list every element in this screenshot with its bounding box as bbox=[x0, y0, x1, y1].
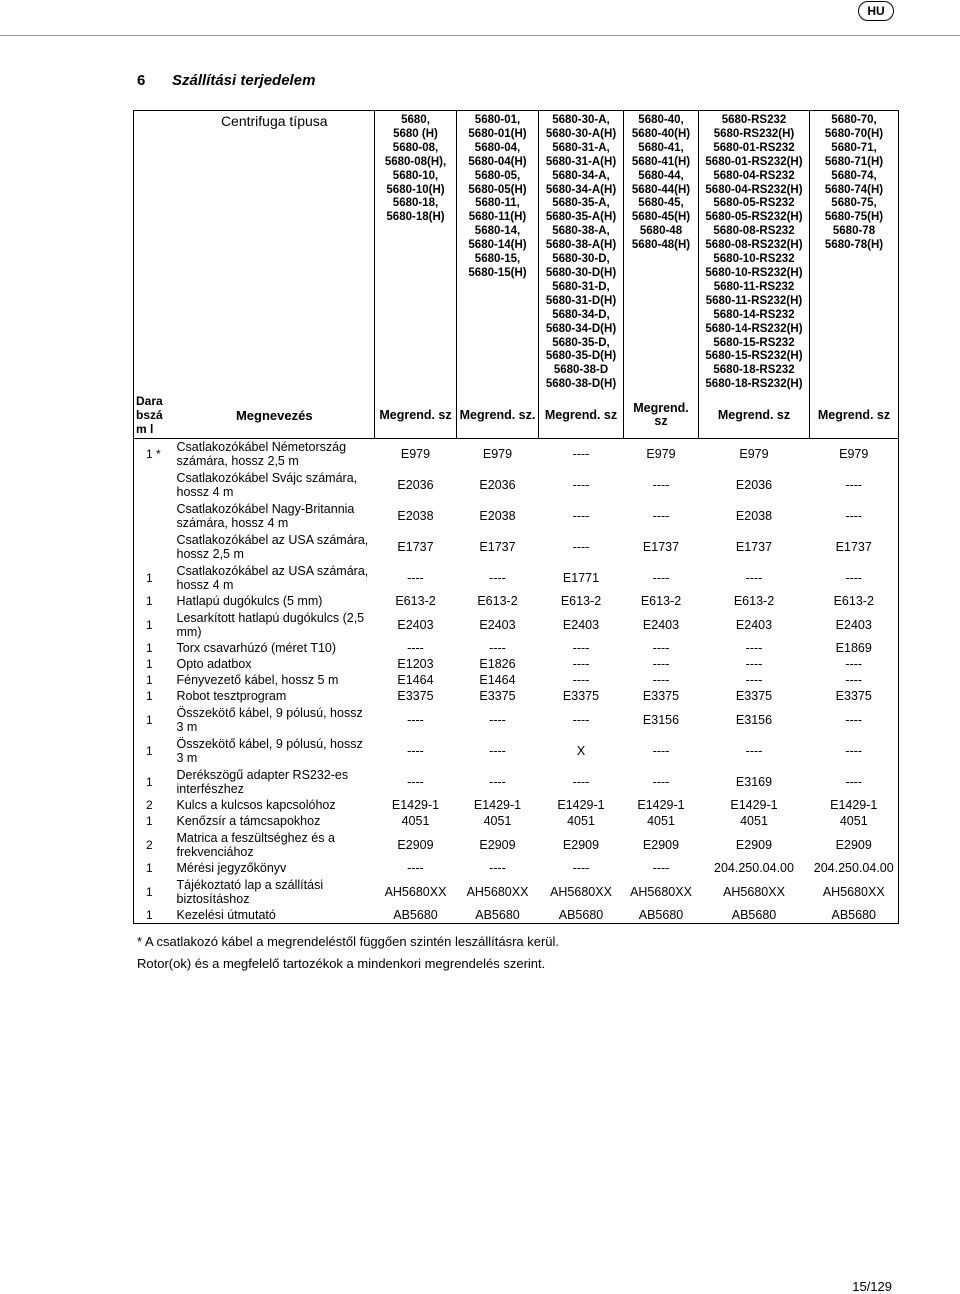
order-number-cell: 4051 bbox=[740, 814, 768, 828]
row-description: Összekötő kábel, 9 pólusú, hossz 3 m bbox=[176, 736, 363, 765]
model-designation: 5680-31-D(H) bbox=[545, 294, 617, 307]
order-number-cell: E3156 bbox=[642, 712, 680, 727]
row-quantity: 1 bbox=[134, 689, 175, 705]
model-designation: 5680-10-RS232(H) bbox=[705, 266, 803, 279]
row-quantity: 1 bbox=[134, 814, 175, 830]
order-number-cell: AB5680 bbox=[699, 908, 810, 924]
model-designation: 5680-01(H) bbox=[468, 127, 527, 140]
row-description: Csatlakozókábel az USA számára, hossz 2,5 m bbox=[176, 532, 369, 561]
model-designation: 5680-48(H) bbox=[631, 239, 691, 252]
model-designation: 5680-01-RS232(H) bbox=[705, 155, 803, 168]
order-number-cell: AH5680XX bbox=[550, 884, 612, 899]
model-designation: 5680-38-A, bbox=[552, 225, 610, 238]
model-designation: 5680-04-RS232(H) bbox=[705, 183, 803, 196]
model-designation: 5680-01-RS232 bbox=[713, 141, 795, 154]
order-number-cell: E2036 bbox=[479, 477, 516, 492]
table-row bbox=[134, 861, 899, 877]
model-designation: 5680-14, bbox=[474, 225, 521, 238]
order-number-cell: E1826 bbox=[479, 657, 516, 671]
model-designation: 5680-35-A, bbox=[552, 197, 610, 210]
row-quantity bbox=[134, 470, 175, 501]
model-designation: 5680-70(H) bbox=[824, 127, 884, 140]
quantity-header: Dara bszá m l bbox=[134, 393, 175, 439]
row-description: Kenőzsír a támcsapokhoz bbox=[176, 814, 321, 829]
order-number-cell: E3375 bbox=[735, 689, 773, 703]
model-list-col-5 bbox=[699, 111, 810, 393]
model-designation: 5680-18-RS232 bbox=[713, 364, 795, 377]
model-designation: 5680-31-A(H) bbox=[545, 155, 617, 168]
order-number-cell: AB5680 bbox=[810, 908, 899, 924]
row-description: Fényvezető kábel, hossz 5 m bbox=[176, 673, 339, 688]
order-number-cell: E2403 bbox=[562, 617, 600, 632]
table-row bbox=[134, 814, 899, 830]
row-quantity: 1 bbox=[134, 594, 175, 610]
model-list-col-1 bbox=[375, 111, 457, 393]
row-description: Opto adatbox bbox=[176, 657, 252, 672]
language-badge: HU bbox=[858, 1, 894, 21]
order-number-cell: E1429-1 bbox=[730, 798, 778, 812]
order-number-cell: ---- bbox=[572, 712, 590, 727]
table-row bbox=[134, 798, 899, 814]
footnote-cable: * A csatlakozó kábel a megrendeléstől függően szintén leszállításra kerül. bbox=[137, 934, 560, 949]
model-list-col-6 bbox=[810, 111, 899, 393]
model-designation: 5680-15-RS232 bbox=[713, 336, 795, 349]
order-number-cell: E2909 bbox=[810, 830, 899, 861]
row-description: Mérési jegyzőkönyv bbox=[176, 861, 287, 876]
order-number-cell: E2403 bbox=[735, 617, 773, 632]
model-designation: 5680-05(H) bbox=[468, 183, 527, 196]
model-list-col-4 bbox=[624, 111, 699, 393]
order-number-cell: ---- bbox=[810, 501, 899, 532]
table-row bbox=[134, 439, 899, 470]
order-number-cell: E979 bbox=[646, 446, 676, 461]
order-number-cell: 4051 bbox=[810, 814, 899, 830]
model-designation: 5680-11-RS232 bbox=[713, 280, 795, 293]
row-description: Robot tesztprogram bbox=[176, 689, 287, 704]
order-number-cell: ---- bbox=[407, 861, 424, 875]
row-description: Csatlakozókábel Nagy-Britannia számára, hossz 4 m bbox=[176, 501, 355, 530]
table-row bbox=[134, 594, 899, 610]
order-number-cell: E1429-1 bbox=[810, 798, 899, 814]
order-number-header: Megrend. sz bbox=[539, 393, 624, 439]
model-header-row bbox=[134, 111, 899, 393]
model-designation: 5680-11, bbox=[475, 197, 520, 210]
order-number-cell: 4051 bbox=[647, 814, 675, 828]
model-designation: 5680-45, bbox=[638, 197, 684, 210]
order-number-cell: E1737 bbox=[479, 539, 516, 554]
row-quantity: 1 * bbox=[134, 439, 175, 470]
header-rule bbox=[0, 35, 960, 36]
order-number-cell: E613-2 bbox=[640, 594, 682, 608]
order-number-cell: ---- bbox=[652, 508, 670, 523]
model-designation: 5680-04-RS232 bbox=[713, 169, 795, 182]
section-title: Szállítási terjedelem bbox=[172, 72, 316, 89]
order-number-cell: E2403 bbox=[810, 610, 899, 641]
order-number-cell: E1737 bbox=[642, 539, 680, 554]
order-number-cell: E979 bbox=[810, 439, 899, 470]
order-number-cell: E1869 bbox=[810, 641, 899, 657]
order-number-cell: ---- bbox=[407, 712, 424, 727]
order-number-cell: E1737 bbox=[735, 539, 773, 554]
order-number-cell: ---- bbox=[489, 570, 506, 585]
order-number-cell: ---- bbox=[652, 657, 670, 671]
order-number-cell: E3156 bbox=[735, 712, 773, 727]
blank-cell bbox=[134, 111, 175, 393]
order-number-cell: ---- bbox=[652, 673, 670, 687]
model-designation: 5680-11-RS232(H) bbox=[705, 294, 803, 307]
model-designation: 5680-34-A(H) bbox=[545, 183, 617, 196]
centrifuge-type-label: Centrifuga típusa bbox=[175, 111, 375, 393]
order-number-header: Megrend. sz bbox=[375, 393, 457, 439]
model-designation: 5680-10-RS232 bbox=[713, 253, 795, 266]
order-number-cell: E1429-1 bbox=[557, 798, 605, 812]
model-designation: 5680-08-RS232 bbox=[713, 225, 795, 238]
model-designation: 5680-34-A, bbox=[552, 169, 610, 182]
order-number-cell: AH5680XX bbox=[810, 877, 899, 908]
table-row bbox=[134, 673, 899, 689]
order-number-cell: ---- bbox=[572, 446, 590, 461]
order-number-cell: E979 bbox=[739, 446, 769, 461]
row-quantity bbox=[134, 532, 175, 563]
order-number-cell: E2909 bbox=[562, 837, 600, 852]
row-quantity: 1 bbox=[134, 767, 175, 798]
order-number-cell: E2909 bbox=[642, 837, 680, 852]
order-number-cell: ---- bbox=[652, 743, 670, 758]
model-designation: 5680, bbox=[401, 114, 430, 126]
table-row bbox=[134, 532, 899, 563]
order-number-cell: E2909 bbox=[397, 837, 434, 852]
row-description: Csatlakozókábel az USA számára, hossz 4 m bbox=[176, 563, 369, 592]
model-designation: 5680-18-RS232(H) bbox=[705, 378, 803, 391]
row-quantity: 2 bbox=[134, 798, 175, 814]
name-header: Megnevezés bbox=[175, 393, 375, 439]
order-number-cell: ---- bbox=[489, 774, 506, 789]
model-designation: 5680-75(H) bbox=[824, 211, 884, 224]
model-designation: 5680-31-D, bbox=[552, 280, 610, 293]
table-row bbox=[134, 830, 899, 861]
model-designation: 5680-04(H) bbox=[468, 155, 527, 168]
model-designation: 5680-30-A(H) bbox=[545, 127, 617, 140]
order-number-cell: E613-2 bbox=[733, 594, 775, 608]
model-designation: 5680-30-D(H) bbox=[545, 266, 617, 279]
row-quantity: 1 bbox=[134, 610, 175, 641]
order-number-cell: ---- bbox=[407, 774, 424, 789]
order-number-cell: E3375 bbox=[562, 689, 600, 703]
order-number-cell: AH5680XX bbox=[630, 884, 692, 899]
order-number-cell: ---- bbox=[572, 673, 590, 687]
order-number-cell: ---- bbox=[572, 657, 590, 671]
order-number-cell: AB5680 bbox=[457, 908, 539, 924]
model-designation: 5680-08, bbox=[392, 141, 439, 154]
table-row bbox=[134, 689, 899, 705]
model-designation: 5680-38-A(H) bbox=[545, 239, 617, 252]
model-designation: 5680-14(H) bbox=[468, 239, 527, 252]
row-quantity: 1 bbox=[134, 877, 175, 908]
row-description: Hatlapú dugókulcs (5 mm) bbox=[176, 594, 323, 609]
order-number-cell: E979 bbox=[482, 446, 513, 461]
column-header-row bbox=[134, 393, 899, 439]
row-quantity: 2 bbox=[134, 830, 175, 861]
order-number-cell: E3375 bbox=[479, 689, 516, 703]
order-number-cell: ---- bbox=[489, 641, 506, 655]
model-designation: 5680-71, bbox=[831, 141, 877, 154]
order-number-cell: E1203 bbox=[397, 657, 434, 671]
order-number-cell: ---- bbox=[745, 570, 763, 585]
model-designation: 5680-RS232(H) bbox=[713, 127, 795, 140]
table-row bbox=[134, 736, 899, 767]
order-number-header: Megrend. sz bbox=[699, 393, 810, 439]
order-number-cell: E3375 bbox=[642, 689, 680, 703]
order-number-cell: ---- bbox=[810, 705, 899, 736]
order-number-cell: E613-2 bbox=[560, 594, 602, 608]
order-number-cell: ---- bbox=[810, 767, 899, 798]
order-number-cell: E613-2 bbox=[395, 594, 436, 608]
model-designation: 5680-38-D bbox=[553, 364, 609, 377]
model-designation: 5680-30-D, bbox=[552, 253, 610, 266]
model-designation: 5680-31-A, bbox=[552, 141, 610, 154]
order-number-cell: E1464 bbox=[397, 673, 434, 687]
order-number-cell: ---- bbox=[572, 774, 590, 789]
order-number-cell: E3375 bbox=[810, 689, 899, 705]
table-row bbox=[134, 767, 899, 798]
order-number-cell: ---- bbox=[652, 774, 670, 789]
order-number-cell: ---- bbox=[407, 641, 424, 655]
order-number-cell: E2038 bbox=[397, 508, 434, 523]
model-designation: 5680-71(H) bbox=[824, 155, 884, 168]
order-number-cell: E979 bbox=[400, 446, 431, 461]
order-number-cell: E1429-1 bbox=[473, 798, 522, 812]
order-number-cell: ---- bbox=[652, 570, 670, 585]
order-number-cell: ---- bbox=[745, 657, 763, 671]
order-number-cell: ---- bbox=[745, 743, 763, 758]
order-number-cell: E1737 bbox=[397, 539, 434, 554]
order-number-cell: E2909 bbox=[479, 837, 516, 852]
model-designation: 5680-18, bbox=[392, 197, 439, 210]
order-number-cell: E1429-1 bbox=[391, 798, 440, 812]
model-designation: 5680-38-D(H) bbox=[545, 378, 617, 391]
order-number-cell: E613-2 bbox=[477, 594, 518, 608]
order-number-cell: ---- bbox=[572, 477, 590, 492]
page-number: 15/129 bbox=[852, 1279, 892, 1294]
order-number-header: Megrend. sz bbox=[624, 393, 699, 439]
row-quantity: 1 bbox=[134, 641, 175, 657]
model-designation: 5680-08-RS232(H) bbox=[705, 239, 803, 252]
order-number-cell: 204.250.04.00 bbox=[810, 861, 899, 877]
model-designation: 5680-18(H) bbox=[386, 211, 445, 224]
model-designation: 5680-44(H) bbox=[631, 183, 691, 196]
supply-table bbox=[133, 110, 899, 924]
model-designation: 5680-45(H) bbox=[631, 211, 691, 224]
row-description: Kulcs a kulcsos kapcsolóhoz bbox=[176, 798, 336, 813]
order-number-cell: ---- bbox=[652, 477, 670, 492]
order-number-cell: ---- bbox=[810, 736, 899, 767]
order-number-cell: ---- bbox=[652, 641, 670, 655]
model-designation: 5680-35-D, bbox=[552, 336, 610, 349]
model-designation: 5680-04, bbox=[474, 141, 521, 154]
model-designation: 5680-15, bbox=[474, 253, 521, 266]
row-description: Összekötő kábel, 9 pólusú, hossz 3 m bbox=[176, 705, 363, 734]
row-quantity: 1 bbox=[134, 657, 175, 673]
order-number-cell: ---- bbox=[572, 508, 590, 523]
model-designation: 5680-10, bbox=[392, 169, 439, 182]
model-designation: 5680-34-D(H) bbox=[545, 322, 617, 335]
order-number-cell: ---- bbox=[572, 861, 590, 875]
order-number-cell: E3375 bbox=[397, 689, 434, 703]
order-number-cell: E1464 bbox=[479, 673, 516, 687]
model-designation: 5680-05-RS232(H) bbox=[705, 211, 803, 224]
order-number-cell: E2403 bbox=[479, 617, 516, 632]
row-quantity: 1 bbox=[134, 563, 175, 594]
row-description: Csatlakozókábel Németország számára, hossz 2,5 m bbox=[176, 439, 347, 469]
row-description: Matrica a feszültséghez és a frekvenciához bbox=[176, 830, 335, 859]
section-number: 6 bbox=[137, 72, 146, 89]
order-number-cell: E2909 bbox=[735, 837, 773, 852]
order-number-cell: 204.250.04.00 bbox=[714, 861, 794, 875]
model-designation: 5680-14-RS232(H) bbox=[705, 322, 803, 335]
model-designation: 5680-41(H) bbox=[631, 155, 691, 168]
order-number-cell: 4051 bbox=[567, 814, 595, 828]
order-number-cell: 4051 bbox=[483, 814, 512, 828]
model-designation: 5680-15(H) bbox=[468, 266, 527, 279]
model-designation: 5680-11(H) bbox=[468, 211, 527, 224]
row-quantity: 1 bbox=[134, 673, 175, 689]
model-designation: 5680-41, bbox=[638, 141, 684, 154]
model-designation: 5680-74, bbox=[831, 169, 877, 182]
model-designation: 5680-RS232 bbox=[721, 114, 787, 126]
row-quantity: 1 bbox=[134, 908, 175, 924]
order-number-cell: ---- bbox=[407, 570, 424, 585]
table-row bbox=[134, 610, 899, 641]
row-quantity: 1 bbox=[134, 705, 175, 736]
row-description: Torx csavarhúzó (méret T10) bbox=[176, 641, 337, 656]
order-number-header: Megrend. sz. bbox=[457, 393, 539, 439]
row-description: Kezelési útmutató bbox=[175, 908, 375, 924]
model-designation: 5680-78 bbox=[832, 225, 876, 238]
row-quantity bbox=[134, 501, 175, 532]
model-designation: 5680-75, bbox=[831, 197, 877, 210]
order-number-cell: AH5680XX bbox=[723, 884, 785, 899]
order-number-cell: AB5680 bbox=[539, 908, 624, 924]
order-number-cell: E1429-1 bbox=[637, 798, 685, 812]
model-designation: 5680-05, bbox=[474, 169, 521, 182]
order-number-cell: ---- bbox=[745, 641, 763, 655]
model-designation: 5680 (H) bbox=[393, 127, 438, 140]
order-number-cell: ---- bbox=[810, 673, 899, 689]
model-list-col-2 bbox=[457, 111, 539, 393]
order-number-cell: AB5680 bbox=[624, 908, 699, 924]
order-number-cell: E3169 bbox=[735, 774, 773, 789]
order-number-cell: ---- bbox=[810, 563, 899, 594]
table-row bbox=[134, 657, 899, 673]
model-designation: 5680-48 bbox=[639, 225, 683, 238]
row-quantity: 1 bbox=[134, 736, 175, 767]
order-number-cell: E2038 bbox=[735, 508, 773, 523]
order-number-cell: 4051 bbox=[401, 814, 430, 828]
order-number-cell: E2036 bbox=[735, 477, 773, 492]
table-row bbox=[134, 563, 899, 594]
table-row bbox=[134, 470, 899, 501]
model-designation: 5680-05-RS232 bbox=[713, 197, 795, 210]
order-number-cell: AH5680XX bbox=[466, 884, 529, 899]
order-number-cell: AB5680 bbox=[375, 908, 457, 924]
order-number-cell: ---- bbox=[572, 641, 590, 655]
model-designation: 5680-74(H) bbox=[824, 183, 884, 196]
order-number-cell: ---- bbox=[652, 861, 670, 875]
order-number-cell: ---- bbox=[572, 539, 590, 554]
table-row bbox=[134, 908, 899, 924]
model-list-col-3 bbox=[539, 111, 624, 393]
model-designation: 5680-30-A, bbox=[552, 114, 610, 126]
footnote-rotor: Rotor(ok) és a megfelelő tartozékok a mindenkori megrendelés szerint. bbox=[137, 956, 546, 971]
model-designation: 5680-10(H) bbox=[386, 183, 445, 196]
table-row bbox=[134, 501, 899, 532]
model-designation: 5680-40, bbox=[638, 114, 684, 126]
model-designation: 5680-44, bbox=[638, 169, 684, 182]
order-number-cell: E2036 bbox=[397, 477, 434, 492]
order-number-cell: ---- bbox=[489, 861, 506, 875]
model-designation: 5680-34-D, bbox=[552, 308, 610, 321]
table-row bbox=[134, 641, 899, 657]
order-number-cell: ---- bbox=[810, 470, 899, 501]
model-designation: 5680-15-RS232(H) bbox=[705, 350, 803, 363]
model-designation: 5680-40(H) bbox=[631, 127, 691, 140]
row-description: Derékszögű adapter RS232-es interfészhez bbox=[176, 767, 349, 796]
order-number-cell: ---- bbox=[810, 657, 899, 673]
order-number-cell: ---- bbox=[489, 743, 506, 758]
order-number-cell: ---- bbox=[407, 743, 424, 758]
order-number-cell: E1771 bbox=[562, 570, 600, 585]
model-designation: 5680-70, bbox=[831, 114, 877, 126]
model-designation: 5680-78(H) bbox=[824, 239, 884, 252]
order-number-cell: E2038 bbox=[479, 508, 516, 523]
order-number-cell: AH5680XX bbox=[384, 884, 447, 899]
order-number-cell: ---- bbox=[489, 712, 506, 727]
table-row bbox=[134, 705, 899, 736]
order-number-cell: E2403 bbox=[642, 617, 680, 632]
order-number-header: Megrend. sz bbox=[810, 393, 899, 439]
model-designation: 5680-08(H), bbox=[384, 155, 447, 168]
model-designation: 5680-01, bbox=[474, 114, 521, 126]
model-designation: 5680-14-RS232 bbox=[713, 308, 795, 321]
row-description: Tájékoztató lap a szállítási biztosításhoz bbox=[176, 877, 324, 906]
order-number-cell: E1737 bbox=[810, 532, 899, 563]
row-quantity: 1 bbox=[134, 861, 175, 877]
order-number-cell: E2403 bbox=[397, 617, 434, 632]
order-number-cell: X bbox=[576, 743, 586, 758]
model-designation: 5680-35-D(H) bbox=[545, 350, 617, 363]
order-number-cell: E613-2 bbox=[810, 594, 899, 610]
order-number-cell: ---- bbox=[745, 673, 763, 687]
row-description: Csatlakozókábel Svájc számára, hossz 4 m bbox=[176, 470, 358, 499]
table-row bbox=[134, 877, 899, 908]
row-description: Lesarkított hatlapú dugókulcs (2,5 mm) bbox=[176, 610, 365, 639]
model-designation: 5680-35-A(H) bbox=[545, 211, 617, 224]
